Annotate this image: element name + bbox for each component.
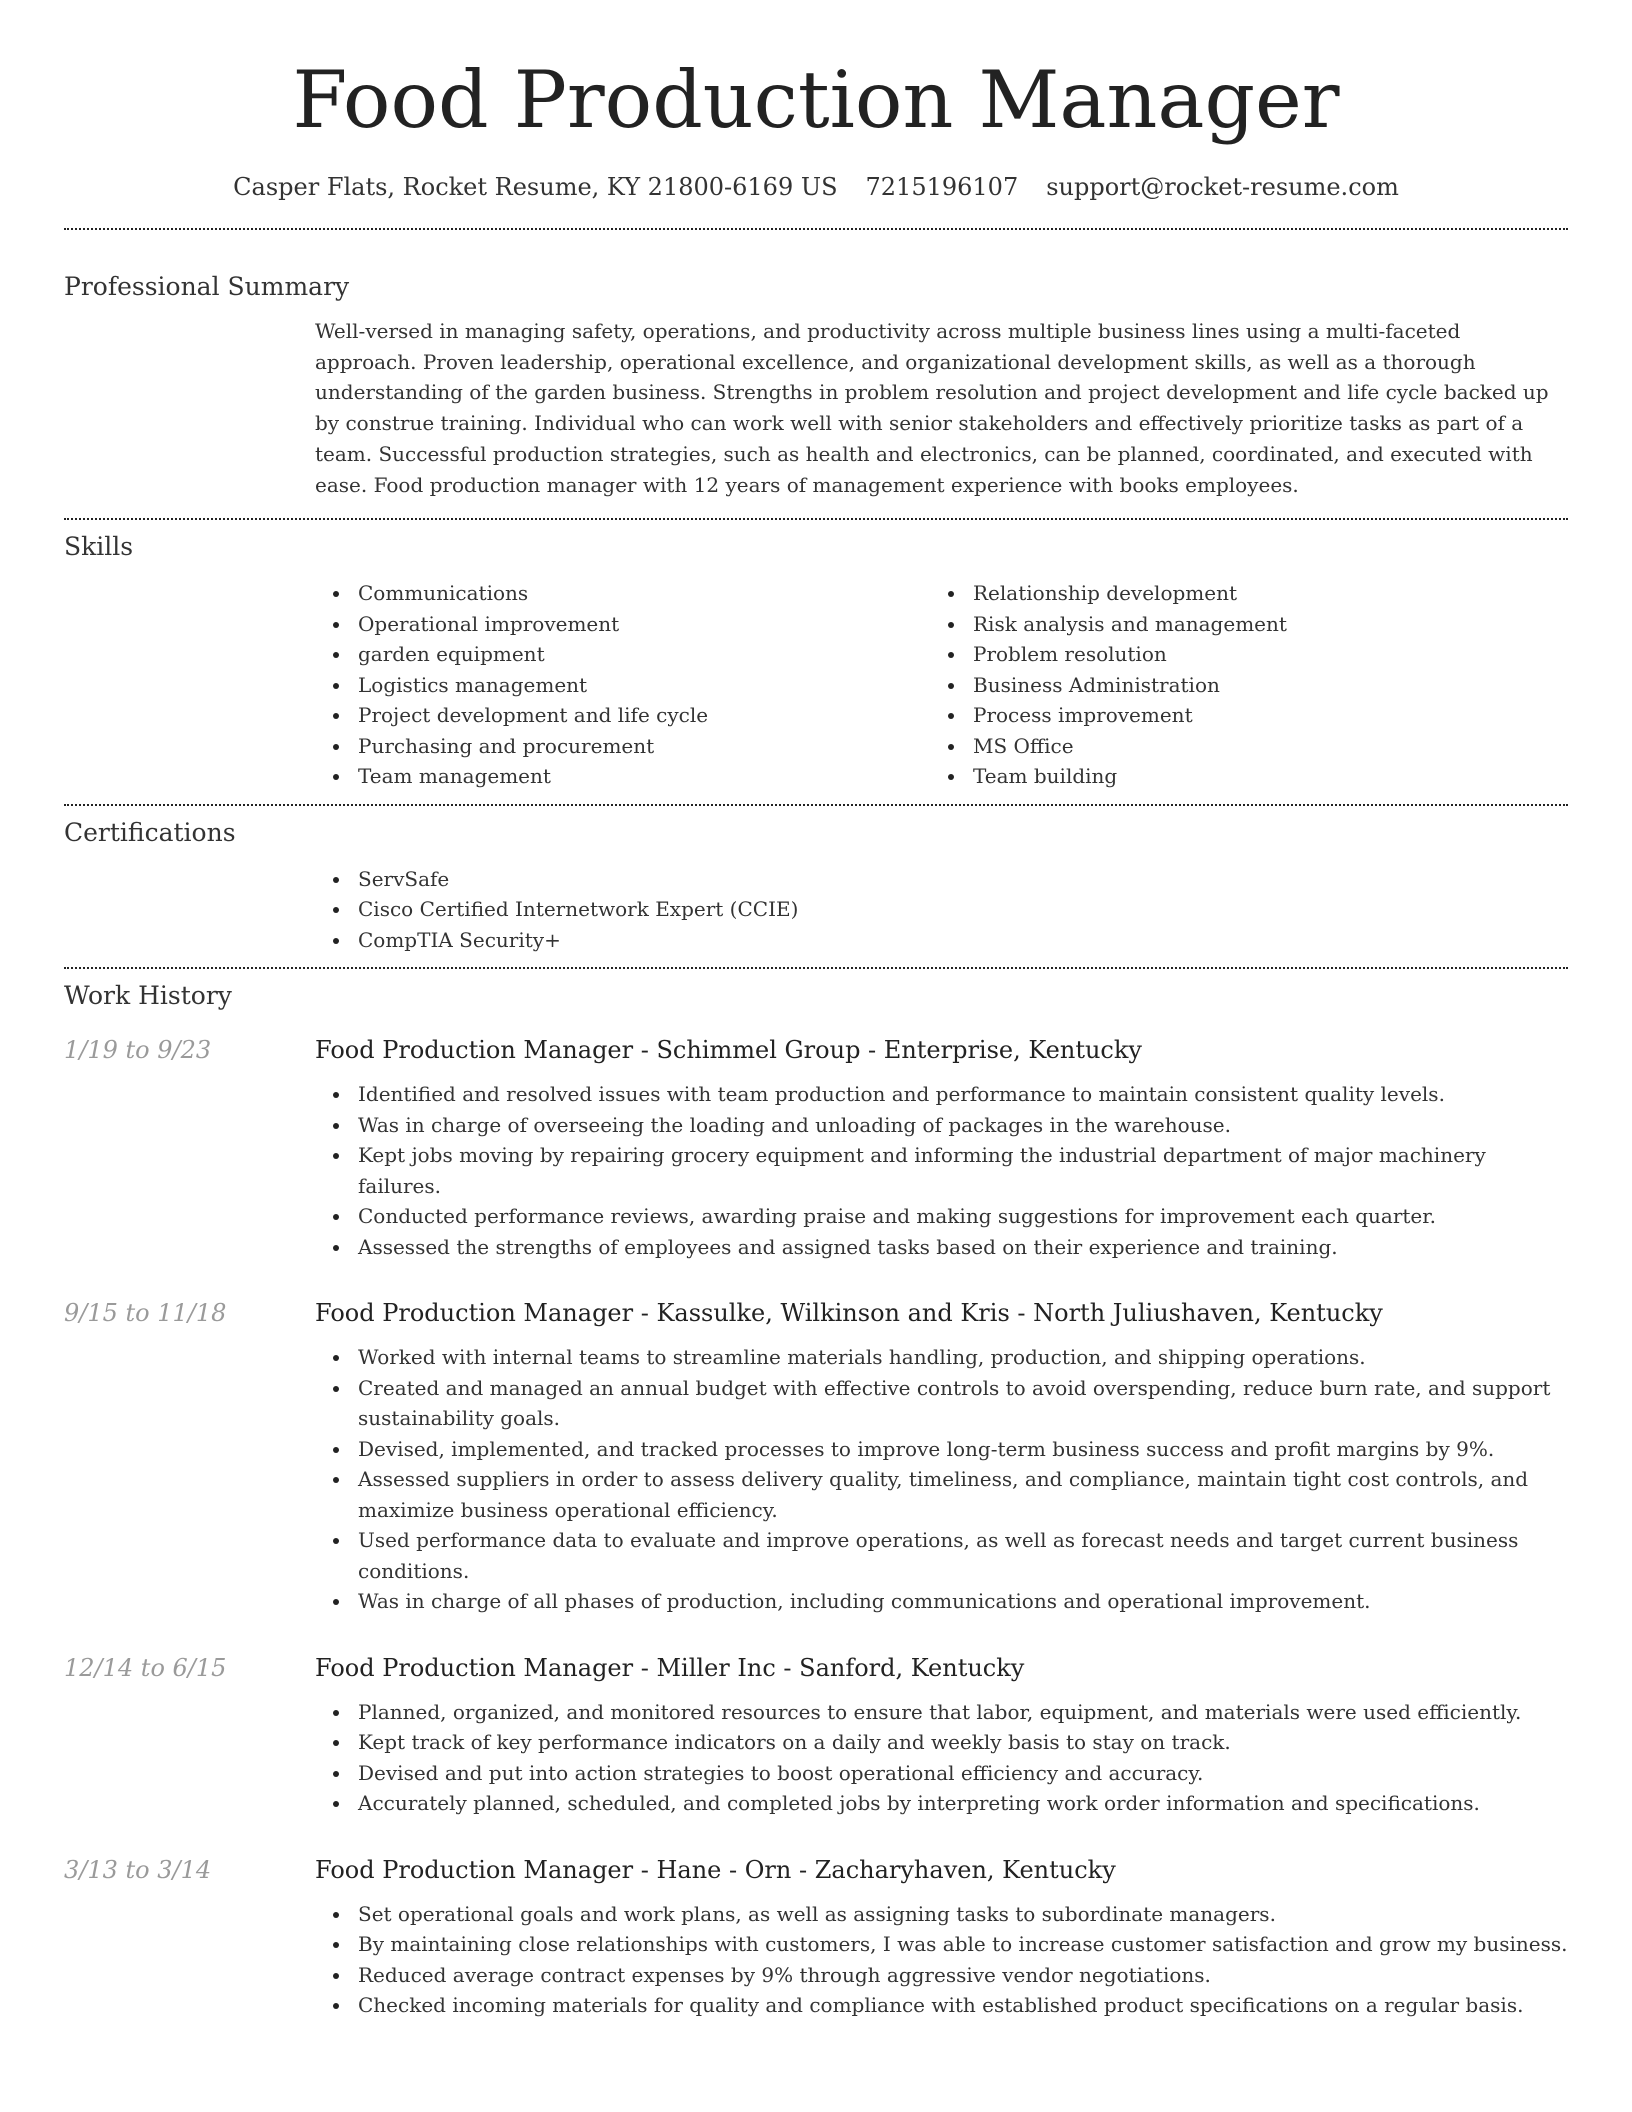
skill-item: Team management xyxy=(315,761,930,792)
job-header xyxy=(64,1853,1568,1887)
job-bullet: Identified and resolved issues with team production and performance to maintain consistent quality levels. xyxy=(315,1079,1568,1110)
work-history-heading: Work History xyxy=(64,981,232,1011)
job-dates: 9/15 to 11/18 xyxy=(64,1299,227,1328)
job-bullet: Devised, implemented, and tracked processes to improve long-term business success and profit margins by 9%. xyxy=(315,1434,1568,1465)
summary-text: Well-versed in managing safety, operations, and productivity across multiple business lines using a multi-faceted approach. Proven leadership, operational excellence, and organizational development skills, as well as a thorough understanding of the garden business. Strengths in problem resolution and project development and life cycle backed up by construe training. Individual who can work well with senior stakeholders and effectively prioritize tasks as part of a team. Successful production strategies, such as health and electronics, can be planned, coordinated, and executed with ease. Food production manager with 12 years of management experience with books employees. xyxy=(315,319,1549,497)
job-title: Food Production Manager - Kassulke, Wilkinson and Kris - North Juliushaven, Kentucky xyxy=(315,1299,1383,1328)
skill-item: Project development and life cycle xyxy=(315,700,930,731)
job-bullets xyxy=(315,1697,1568,1819)
job-bullet: Used performance data to evaluate and improve operations, as well as forecast needs and target current business conditions. xyxy=(315,1525,1568,1586)
job-bullets xyxy=(315,1079,1568,1262)
job-dates: 3/13 to 3/14 xyxy=(64,1855,212,1884)
job-entry xyxy=(64,1033,1568,1262)
skill-item: Operational improvement xyxy=(315,609,930,640)
job-title: Food Production Manager - Schimmel Group - Enterprise, Kentucky xyxy=(315,1036,1142,1065)
job-bullet: Devised and put into action strategies to boost operational efficiency and accuracy. xyxy=(315,1758,1568,1789)
job-header xyxy=(64,1651,1568,1685)
skills-heading: Skills xyxy=(64,532,134,562)
job-bullet: Checked incoming materials for quality and compliance with established product specifications on a regular basis. xyxy=(315,1990,1568,2021)
job-bullets xyxy=(315,1899,1568,2021)
contact-address: Casper Flats, Rocket Resume, KY 21800-6169 US xyxy=(233,173,838,201)
job-bullet: Reduced average contract expenses by 9% through aggressive vendor negotiations. xyxy=(315,1960,1568,1991)
divider xyxy=(64,804,1568,806)
job-title: Food Production Manager - Hane - Orn - Zacharyhaven, Kentucky xyxy=(315,1855,1116,1884)
job-bullet: Assessed suppliers in order to assess delivery quality, timeliness, and compliance, maintain tight cost controls, and maximize business operational efficiency. xyxy=(315,1464,1568,1525)
contact-phone: 7215196107 xyxy=(865,173,1019,201)
skill-item: Purchasing and procurement xyxy=(315,731,930,762)
skill-item: Communications xyxy=(315,578,930,609)
job-dates: 1/19 to 9/23 xyxy=(64,1036,212,1065)
job-bullet: Set operational goals and work plans, as well as assigning tasks to subordinate managers. xyxy=(315,1899,1568,1930)
job-bullet: By maintaining close relationships with customers, I was able to increase customer satisfaction and grow my business. xyxy=(315,1929,1568,1960)
skill-item: MS Office xyxy=(930,731,1545,762)
job-bullet: Created and managed an annual budget with effective controls to avoid overspending, reduce burn rate, and support sustainability goals. xyxy=(315,1373,1568,1434)
job-header xyxy=(64,1033,1568,1067)
job-entry xyxy=(64,1651,1568,1819)
skill-item: Process improvement xyxy=(930,700,1545,731)
candidate-name: Food Production Manager xyxy=(292,54,1340,146)
job-bullet: Assessed the strengths of employees and assigned tasks based on their experience and training. xyxy=(315,1232,1568,1263)
divider xyxy=(64,228,1568,230)
job-bullet: Accurately planned, scheduled, and completed jobs by interpreting work order information and specifications. xyxy=(315,1788,1568,1819)
job-title: Food Production Manager - Miller Inc - Sanford, Kentucky xyxy=(315,1653,1025,1682)
certifications-list xyxy=(315,864,1568,956)
divider xyxy=(64,967,1568,969)
certification-item: CompTIA Security+ xyxy=(315,925,1568,956)
certifications-heading: Certifications xyxy=(64,817,236,847)
skills-list xyxy=(315,578,1568,792)
skill-item: Team building xyxy=(930,761,1545,792)
divider xyxy=(64,518,1568,520)
job-entry xyxy=(64,1853,1568,2021)
job-bullet: Kept track of key performance indicators on a daily and weekly basis to stay on track. xyxy=(315,1727,1568,1758)
job-bullets xyxy=(315,1342,1568,1617)
certification-item: Cisco Certified Internetwork Expert (CCIE) xyxy=(315,894,1568,925)
contact-email: support@rocket-resume.com xyxy=(1046,173,1399,201)
job-entry xyxy=(64,1296,1568,1617)
contact-line xyxy=(64,170,1568,204)
summary-heading: Professional Summary xyxy=(64,272,350,301)
job-bullet: Kept jobs moving by repairing grocery equipment and informing the industrial department of major machinery failures. xyxy=(315,1140,1568,1201)
job-dates: 12/14 to 6/15 xyxy=(64,1653,227,1682)
job-bullet: Worked with internal teams to streamline materials handling, production, and shipping operations. xyxy=(315,1342,1568,1373)
certification-item: ServSafe xyxy=(315,864,1568,895)
skill-item: Relationship development xyxy=(930,578,1545,609)
skills-column-left xyxy=(315,578,930,792)
skill-item: garden equipment xyxy=(315,639,930,670)
job-bullet: Was in charge of all phases of production, including communications and operational improvement. xyxy=(315,1586,1568,1617)
skill-item: Risk analysis and management xyxy=(930,609,1545,640)
job-bullet: Planned, organized, and monitored resources to ensure that labor, equipment, and materials were used efficiently. xyxy=(315,1697,1568,1728)
skill-item: Problem resolution xyxy=(930,639,1545,670)
skill-item: Business Administration xyxy=(930,670,1545,701)
job-bullet: Conducted performance reviews, awarding praise and making suggestions for improvement each quarter. xyxy=(315,1201,1568,1232)
job-bullet: Was in charge of overseeing the loading and unloading of packages in the warehouse. xyxy=(315,1110,1568,1141)
skills-column-right xyxy=(930,578,1545,792)
resume-page xyxy=(64,0,1568,2021)
job-header xyxy=(64,1296,1568,1330)
skill-item: Logistics management xyxy=(315,670,930,701)
